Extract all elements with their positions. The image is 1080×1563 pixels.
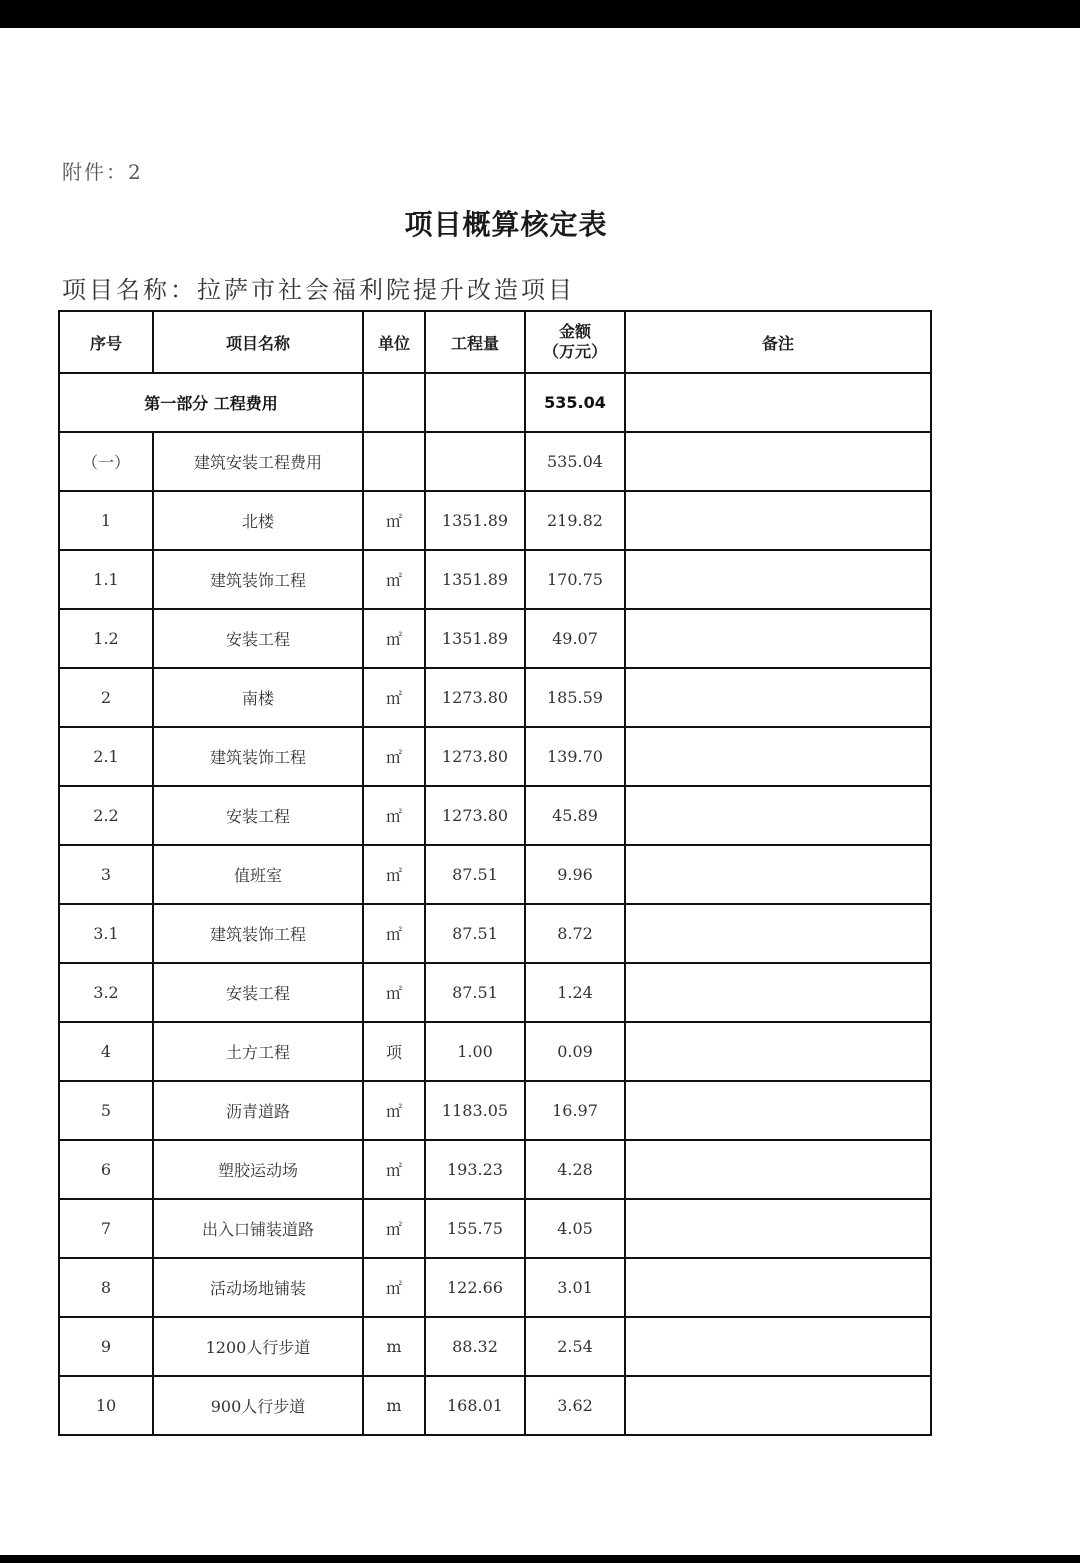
row-quantity: 1351.89: [425, 491, 525, 550]
table-row: [59, 1140, 931, 1199]
row-quantity: 1.00: [425, 1022, 525, 1081]
table-row: [59, 1199, 931, 1258]
header-unit: 单位: [363, 311, 425, 373]
row-no: 4: [59, 1022, 153, 1081]
row-quantity: [425, 432, 525, 491]
table-row: [59, 432, 931, 491]
table-row: [59, 491, 931, 550]
table-row: [59, 727, 931, 786]
row-no: 2: [59, 668, 153, 727]
row-amount: 49.07: [525, 609, 625, 668]
row-unit: ㎡: [363, 1140, 425, 1199]
row-remark: [625, 963, 931, 1022]
row-remark: [625, 609, 931, 668]
table-row: [59, 550, 931, 609]
row-quantity: 87.51: [425, 904, 525, 963]
row-amount: 3.01: [525, 1258, 625, 1317]
row-unit: ㎡: [363, 727, 425, 786]
row-unit: ㎡: [363, 1081, 425, 1140]
row-name: 安装工程: [153, 609, 363, 668]
row-amount: 535.04: [525, 432, 625, 491]
section-label: 第一部分 工程费用: [59, 373, 363, 432]
row-name: 安装工程: [153, 786, 363, 845]
header-remark: 备注: [625, 311, 931, 373]
attachment-label: 附件：2: [62, 160, 143, 184]
row-name: 塑胶运动场: [153, 1140, 363, 1199]
table-row: [59, 845, 931, 904]
header-amount-line1: 金额: [558, 322, 591, 341]
table-row: [59, 963, 931, 1022]
table-header-row: [59, 311, 931, 373]
header-name: 项目名称: [153, 311, 363, 373]
row-remark: [625, 1199, 931, 1258]
row-unit: ㎡: [363, 550, 425, 609]
row-unit: ㎡: [363, 1199, 425, 1258]
row-name: 建筑安装工程费用: [153, 432, 363, 491]
table-row: [59, 1376, 931, 1435]
row-no: 3: [59, 845, 153, 904]
row-unit: ㎡: [363, 904, 425, 963]
row-no: 1.2: [59, 609, 153, 668]
row-quantity: 1351.89: [425, 609, 525, 668]
row-unit: ㎡: [363, 491, 425, 550]
header-amount: [525, 311, 625, 373]
row-unit: ㎡: [363, 609, 425, 668]
row-amount: 45.89: [525, 786, 625, 845]
row-amount: 16.97: [525, 1081, 625, 1140]
row-quantity: 155.75: [425, 1199, 525, 1258]
row-remark: [625, 1376, 931, 1435]
row-no: 2.2: [59, 786, 153, 845]
table-row: [59, 1022, 931, 1081]
row-no: （一）: [59, 432, 153, 491]
project-name-label: 项目名称：: [62, 276, 197, 304]
table-row: [59, 1317, 931, 1376]
project-name-line: [62, 270, 575, 305]
row-amount: 139.70: [525, 727, 625, 786]
row-amount: 2.54: [525, 1317, 625, 1376]
row-name: 建筑装饰工程: [153, 904, 363, 963]
row-name: 土方工程: [153, 1022, 363, 1081]
row-amount: 4.05: [525, 1199, 625, 1258]
row-amount: 1.24: [525, 963, 625, 1022]
row-name: 安装工程: [153, 963, 363, 1022]
row-quantity: 1273.80: [425, 668, 525, 727]
row-name: 1200人行步道: [153, 1317, 363, 1376]
row-remark: [625, 1317, 931, 1376]
row-amount: 8.72: [525, 904, 625, 963]
row-remark: [625, 432, 931, 491]
project-name-value: 拉萨市社会福利院提升改造项目: [197, 276, 575, 304]
row-unit: 项: [363, 1022, 425, 1081]
header-amount-line2: （万元）: [542, 342, 607, 361]
row-unit: m: [363, 1317, 425, 1376]
row-quantity: 1351.89: [425, 550, 525, 609]
row-remark: [625, 904, 931, 963]
row-unit: ㎡: [363, 668, 425, 727]
row-amount: 3.62: [525, 1376, 625, 1435]
table-row: [59, 668, 931, 727]
top-scan-border: [0, 0, 1080, 28]
row-name: 建筑装饰工程: [153, 550, 363, 609]
row-amount: 0.09: [525, 1022, 625, 1081]
row-no: 3.1: [59, 904, 153, 963]
row-no: 9: [59, 1317, 153, 1376]
row-unit: ㎡: [363, 963, 425, 1022]
row-remark: [625, 491, 931, 550]
row-no: 7: [59, 1199, 153, 1258]
table-row: [59, 1081, 931, 1140]
row-no: 6: [59, 1140, 153, 1199]
row-remark: [625, 727, 931, 786]
row-quantity: 168.01: [425, 1376, 525, 1435]
header-quantity: 工程量: [425, 311, 525, 373]
row-amount: 185.59: [525, 668, 625, 727]
row-name: 活动场地铺装: [153, 1258, 363, 1317]
document-title: 项目概算核定表: [404, 208, 608, 241]
row-unit: [363, 432, 425, 491]
row-name: 出入口铺装道路: [153, 1199, 363, 1258]
row-remark: [625, 1022, 931, 1081]
row-remark: [625, 1258, 931, 1317]
row-no: 2.1: [59, 727, 153, 786]
estimate-table-container: [58, 310, 930, 1436]
row-remark: [625, 845, 931, 904]
estimate-table: [58, 310, 932, 1436]
row-quantity: 1183.05: [425, 1081, 525, 1140]
section-amount: 535.04: [525, 373, 625, 432]
bottom-scan-border: [0, 1555, 1080, 1563]
row-amount: 4.28: [525, 1140, 625, 1199]
row-no: 1.1: [59, 550, 153, 609]
row-no: 3.2: [59, 963, 153, 1022]
row-quantity: 193.23: [425, 1140, 525, 1199]
row-remark: [625, 786, 931, 845]
section-row: [59, 373, 931, 432]
table-row: [59, 609, 931, 668]
row-unit: ㎡: [363, 786, 425, 845]
row-name: 900人行步道: [153, 1376, 363, 1435]
row-unit: ㎡: [363, 845, 425, 904]
table-row: [59, 904, 931, 963]
row-no: 8: [59, 1258, 153, 1317]
row-no: 10: [59, 1376, 153, 1435]
row-remark: [625, 668, 931, 727]
section-quantity: [425, 373, 525, 432]
row-amount: 219.82: [525, 491, 625, 550]
row-no: 5: [59, 1081, 153, 1140]
row-quantity: 1273.80: [425, 727, 525, 786]
row-name: 建筑装饰工程: [153, 727, 363, 786]
row-name: 北楼: [153, 491, 363, 550]
row-amount: 9.96: [525, 845, 625, 904]
row-no: 1: [59, 491, 153, 550]
row-quantity: 122.66: [425, 1258, 525, 1317]
row-amount: 170.75: [525, 550, 625, 609]
row-unit: m: [363, 1376, 425, 1435]
header-no: 序号: [59, 311, 153, 373]
row-name: 沥青道路: [153, 1081, 363, 1140]
row-remark: [625, 1140, 931, 1199]
table-row: [59, 1258, 931, 1317]
row-remark: [625, 1081, 931, 1140]
row-quantity: 1273.80: [425, 786, 525, 845]
row-quantity: 88.32: [425, 1317, 525, 1376]
row-quantity: 87.51: [425, 963, 525, 1022]
row-name: 值班室: [153, 845, 363, 904]
row-quantity: 87.51: [425, 845, 525, 904]
section-remark: [625, 373, 931, 432]
section-unit: [363, 373, 425, 432]
row-remark: [625, 550, 931, 609]
row-unit: ㎡: [363, 1258, 425, 1317]
table-row: [59, 786, 931, 845]
row-name: 南楼: [153, 668, 363, 727]
